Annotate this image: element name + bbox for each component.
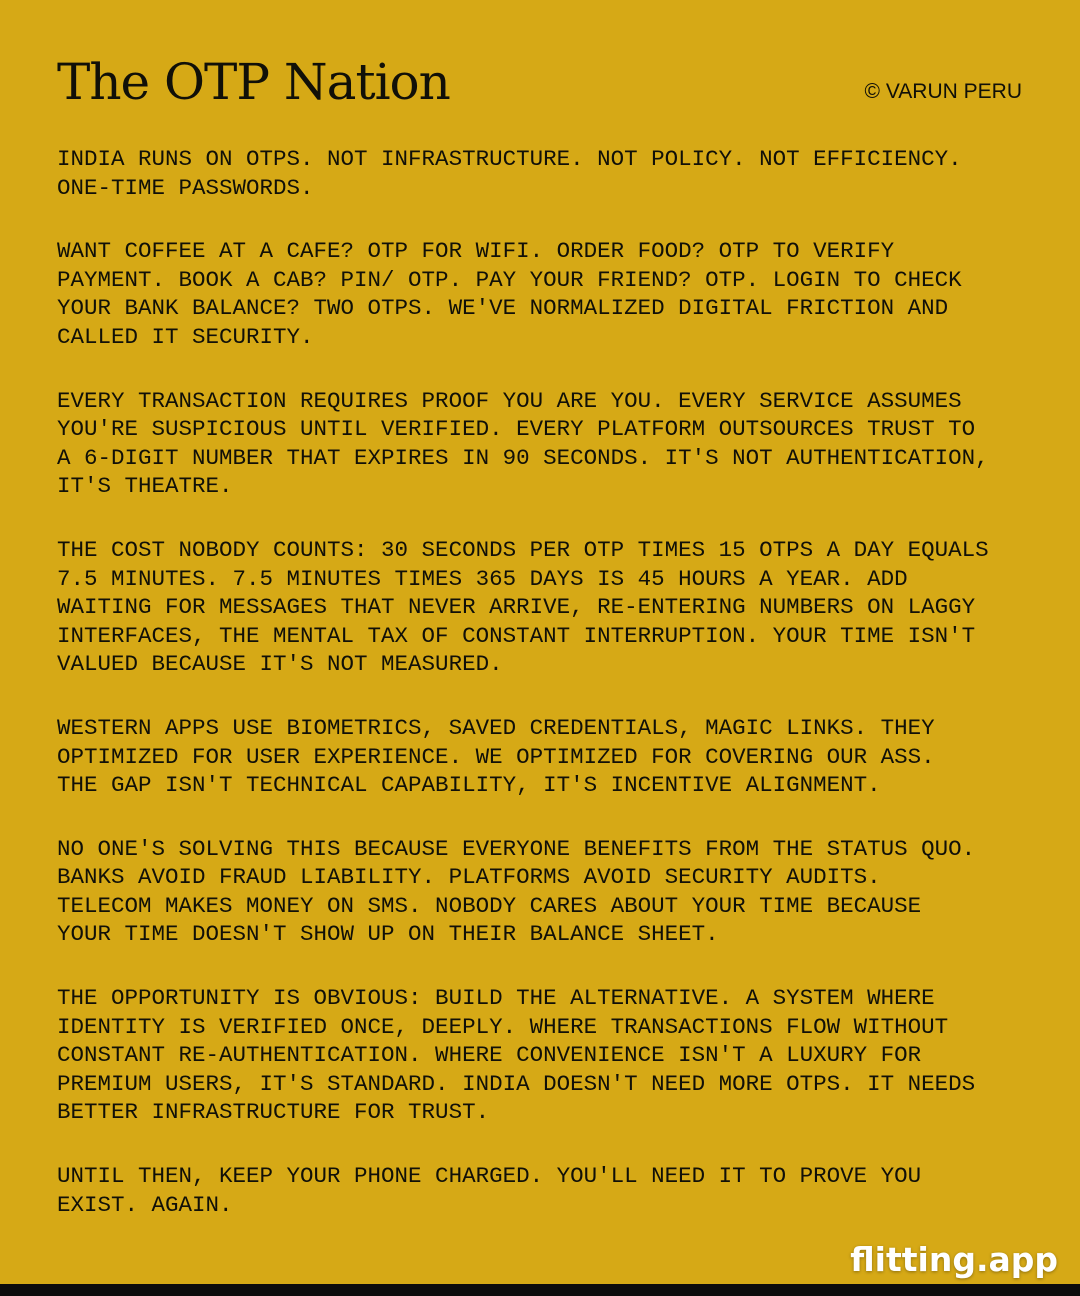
paragraph-1: INDIA RUNS ON OTPS. NOT INFRASTRUCTURE. NOT POLICY. NOT EFFICIENCY. ONE-TIME PASSWORDS.: [57, 146, 962, 201]
page-title: The OTP Nation: [57, 53, 450, 111]
author-credit: © VARUN PERU: [864, 80, 1022, 103]
watermark: flitting.app: [850, 1240, 1058, 1279]
paragraph-7: THE OPPORTUNITY IS OBVIOUS: BUILD THE ALTERNATIVE. A SYSTEM WHERE IDENTITY IS VERIFIED ONCE, DEEPLY. WHERE TRANSACTIONS FLOW WITHOUT CONSTANT RE-AUTHENTICATION. WHERE CONVENIENCE ISN'T A LUXURY FOR PREMIUM USERS, IT'S STANDARD. INDIA DOESN'T NEED MORE OTPS. IT NEEDS BETTER INFRASTRUCTURE FOR TRUST.: [57, 985, 976, 1126]
paragraph-5: WESTERN APPS USE BIOMETRICS, SAVED CREDENTIALS, MAGIC LINKS. THEY OPTIMIZED FOR USER EXPERIENCE. WE OPTIMIZED FOR COVERING OUR ASS. THE GAP ISN'T TECHNICAL CAPABILITY, IT'S INCENTIVE ALIGNMENT.: [57, 714, 935, 799]
paragraph-3: EVERY TRANSACTION REQUIRES PROOF YOU ARE YOU. EVERY SERVICE ASSUMES YOU'RE SUSPICIOUS UNTIL VERIFIED. EVERY PLATFORM OUTSOURCES TRUST TO A 6-DIGIT NUMBER THAT EXPIRES IN 90 SECONDS. IT'S NOT AUTHENTICATION, IT'S THEATRE.: [57, 387, 989, 500]
paragraph-4: THE COST NOBODY COUNTS: 30 SECONDS PER OTP TIMES 15 OTPS A DAY EQUALS 7.5 MINUTES. 7.5 MINUTES TIMES 365 DAYS IS 45 HOURS A YEAR. ADD WAITING FOR MESSAGES THAT NEVER ARRIVE, RE-ENTERING NUMBERS ON LAGGY INTERFACES, THE MENTAL TAX OF CONSTANT INTERRUPTION. YOUR TIME ISN'T VALUED BECAUSE IT'S NOT MEASURED.: [57, 536, 989, 678]
article-body: [57, 145, 1047, 1254]
paragraph-8: UNTIL THEN, KEEP YOUR PHONE CHARGED. YOU'LL NEED IT TO PROVE YOU EXIST. AGAIN.: [57, 1163, 922, 1218]
paragraph-6: NO ONE'S SOLVING THIS BECAUSE EVERYONE BENEFITS FROM THE STATUS QUO. BANKS AVOID FRAUD LIABILITY. PLATFORMS AVOID SECURITY AUDITS. TELECOM MAKES MONEY ON SMS. NOBODY CARES ABOUT YOUR TIME BECAUSE YOUR TIME DOESN'T SHOW UP ON THEIR BALANCE SHEET.: [57, 835, 976, 948]
bottom-edge-bar: [0, 1284, 1080, 1296]
paragraph-2: WANT COFFEE AT A CAFE? OTP FOR WIFI. ORDER FOOD? OTP TO VERIFY PAYMENT. BOOK A CAB? PIN/ OTP. PAY YOUR FRIEND? OTP. LOGIN TO CHECK YOUR BANK BALANCE? TWO OTPS. WE'VE NORMALIZED DIGITAL FRICTION AND CALLED IT SECURITY.: [57, 238, 962, 350]
